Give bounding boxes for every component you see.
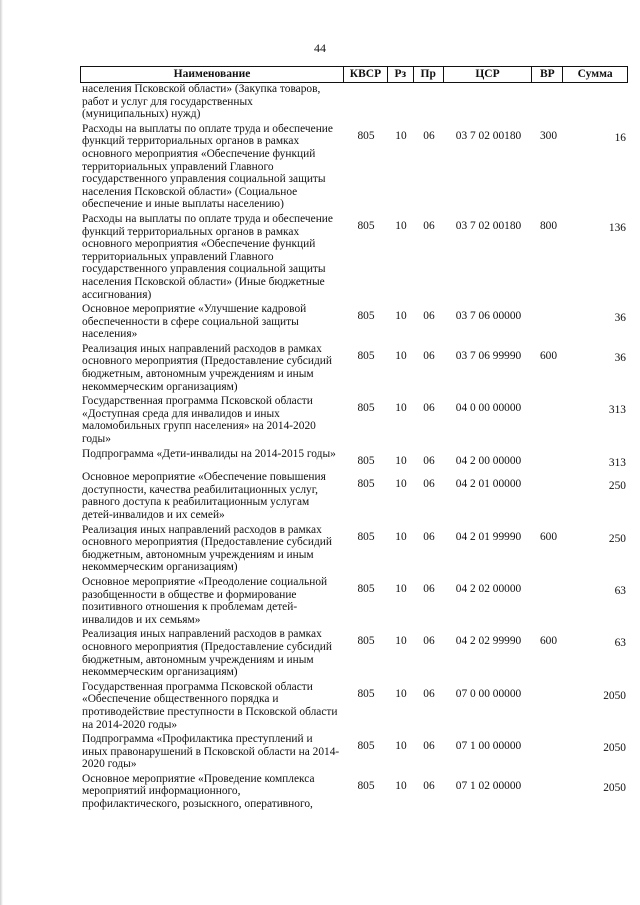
table-row [80,395,628,445]
cell-sum: 2050 [603,689,626,702]
table-row [80,681,628,731]
cell-rz: 10 [395,635,407,648]
table-row [80,733,628,771]
cell-csr: 03 7 02 00180 [455,129,522,142]
cell-vr: 300 [539,129,558,142]
cell-name: Основное мероприятие «Проведение комплекса мероприятий информационного, профилактического, розыскного, оперативного, [82,772,315,811]
cell-kvsr: 805 [357,402,375,415]
header-rz: Рз [388,67,414,82]
cell-rz [388,83,414,121]
table-row [80,628,628,678]
cell-sum: 250 [608,480,626,493]
cell-pr: 06 [423,402,435,415]
cell-rz: 10 [395,129,407,142]
page-number: 44 [314,41,326,55]
cell-csr: 03 7 06 00000 [455,310,522,323]
header-kvsr: КВСР [344,67,388,82]
cell-vr [533,733,564,771]
cell-kvsr: 805 [357,582,375,595]
table-header [80,66,628,83]
cell-kvsr: 805 [357,349,375,362]
cell-vr: 800 [539,219,558,232]
cell-vr [533,681,564,731]
cell-name: Реализация иных направлений расходов в рамках основного мероприятия (Предоставление субсидий бюджетным, автономным учреждениям и иным некоммерческим организациям) [82,628,332,679]
cell-kvsr: 805 [357,129,375,142]
cell-vr: 600 [539,349,558,362]
scan-edge [0,0,3,905]
cell-pr: 06 [423,530,435,543]
cell-sum: 313 [608,404,626,417]
cell-rz: 10 [395,740,407,753]
cell-name: населения Псковской области» (Закупка товаров, работ и услуг для государственных (муниципальных) нужд) [82,83,321,121]
cell-sum: 2050 [603,742,626,755]
table-row [80,576,628,626]
table-row [80,123,628,211]
cell-vr [533,471,564,521]
cell-pr: 06 [423,740,435,753]
cell-kvsr [344,83,388,121]
cell-kvsr: 805 [357,740,375,753]
cell-pr: 06 [423,582,435,595]
cell-pr: 06 [423,635,435,648]
cell-pr: 06 [423,687,435,700]
cell-csr: 04 2 00 00000 [455,454,522,467]
table-row [80,343,628,393]
budget-table [80,66,628,813]
cell-name: Подпрограмма «Дети-инвалиды на 2014-2015 годы» [82,447,336,460]
cell-sum: 136 [608,221,626,234]
cell-csr [444,83,533,121]
table-row [80,471,628,521]
cell-rz: 10 [395,402,407,415]
cell-sum: 63 [614,584,626,597]
cell-pr: 06 [423,779,435,792]
cell-vr [533,303,564,341]
cell-vr: 600 [539,530,558,543]
cell-vr: 600 [539,635,558,648]
cell-kvsr: 805 [357,219,375,232]
cell-name: Расходы на выплаты по оплате труда и обеспечение функций территориальных органов в рамках основного мероприятия «Обеспечение функций территориальных управлений Главного государственного управления социальной защиты населения Псковской области» (Социальное обеспечение и иные выплаты населению) [82,122,333,211]
cell-sum: 36 [614,351,626,364]
cell-sum: 313 [608,456,626,469]
cell-name: Государственная программа Псковской области «Доступная среда для инвалидов и иных маломобильных групп населения» на 2014-2020 годы» [82,395,316,446]
table-row [80,83,628,121]
header-sum: Сумма [577,68,613,80]
table-row [80,448,628,470]
cell-sum [564,83,628,121]
cell-pr: 06 [423,129,435,142]
cell-pr: 06 [423,454,435,467]
cell-pr: 06 [423,219,435,232]
cell-vr [533,576,564,626]
cell-sum: 63 [614,637,626,650]
cell-pr: 06 [423,478,435,491]
table-row [80,524,628,574]
cell-kvsr: 805 [357,478,375,491]
cell-sum: 250 [608,532,626,545]
cell-csr: 04 2 01 99990 [455,530,522,543]
cell-pr: 06 [423,310,435,323]
cell-rz: 10 [395,582,407,595]
cell-vr [533,773,564,811]
header-name: Наименование [81,67,344,82]
cell-pr [414,83,444,121]
table-body [80,83,628,811]
cell-rz: 10 [395,779,407,792]
cell-kvsr: 805 [357,454,375,467]
table-row [80,773,628,811]
cell-sum: 36 [614,312,626,325]
cell-name: Основное мероприятие «Обеспечение повышения доступности, качества реабилитационных услуг, равного доступа к реабилитационным услугам детей-инвалидов и их семей» [82,471,326,521]
cell-sum: 2050 [603,781,626,794]
cell-csr: 03 7 02 00180 [455,219,522,232]
cell-name: Государственная программа Псковской области «Обеспечение общественного порядка и противодействие преступности в Псковской области на 2014-2020 годы» [82,680,338,731]
cell-name: Реализация иных направлений расходов в рамках основного мероприятия (Предоставление субсидий бюджетным, автономным учреждениям и иным некоммерческим организациям) [82,342,332,393]
cell-pr: 06 [423,349,435,362]
cell-kvsr: 805 [357,530,375,543]
cell-csr: 07 0 00 00000 [455,687,522,700]
cell-rz: 10 [395,478,407,491]
header-csr: ЦСР [444,67,533,82]
cell-csr: 07 1 02 00000 [455,779,522,792]
cell-name: Расходы на выплаты по оплате труда и обеспечение функций территориальных органов в рамках основного мероприятия «Обеспечение функций территориальных управлений Главного государственного управления социальной защиты населения Псковской области» (Иные бюджетные ассигнования) [82,212,333,301]
cell-rz: 10 [395,219,407,232]
cell-kvsr: 805 [357,635,375,648]
table-row [80,303,628,341]
cell-csr: 04 0 00 00000 [455,402,522,415]
cell-rz: 10 [395,530,407,543]
cell-vr [533,395,564,445]
cell-sum: 16 [614,131,626,144]
cell-kvsr: 805 [357,310,375,323]
cell-rz: 10 [395,687,407,700]
cell-csr: 04 2 02 00000 [455,582,522,595]
header-pr: Пр [414,67,444,82]
cell-vr [533,448,564,470]
table-row [80,213,628,301]
cell-name: Основное мероприятие «Преодоление социальной разобщенности в обществе и формирование позитивного отношения к проблемам детей-инвалидов и их семьям» [82,575,328,626]
cell-rz: 10 [395,349,407,362]
cell-kvsr: 805 [357,779,375,792]
cell-rz: 10 [395,310,407,323]
cell-csr: 04 2 02 99990 [455,635,522,648]
cell-name: Основное мероприятие «Улучшение кадровой обеспеченности в сфере социальной защиты населения» [82,303,307,341]
cell-kvsr: 805 [357,687,375,700]
header-vr: ВР [532,67,563,82]
cell-rz: 10 [395,454,407,467]
cell-name: Подпрограмма «Профилактика преступлений и иных правонарушений в Псковской области на 2014-2020 годы» [82,733,340,771]
cell-csr: 04 2 01 00000 [455,478,522,491]
cell-vr [533,83,564,121]
cell-name: Реализация иных направлений расходов в рамках основного мероприятия (Предоставление субсидий бюджетным, автономным учреждениям и иным некоммерческим организациям) [82,523,332,574]
cell-csr: 03 7 06 99990 [455,349,522,362]
cell-csr: 07 1 00 00000 [455,740,522,753]
